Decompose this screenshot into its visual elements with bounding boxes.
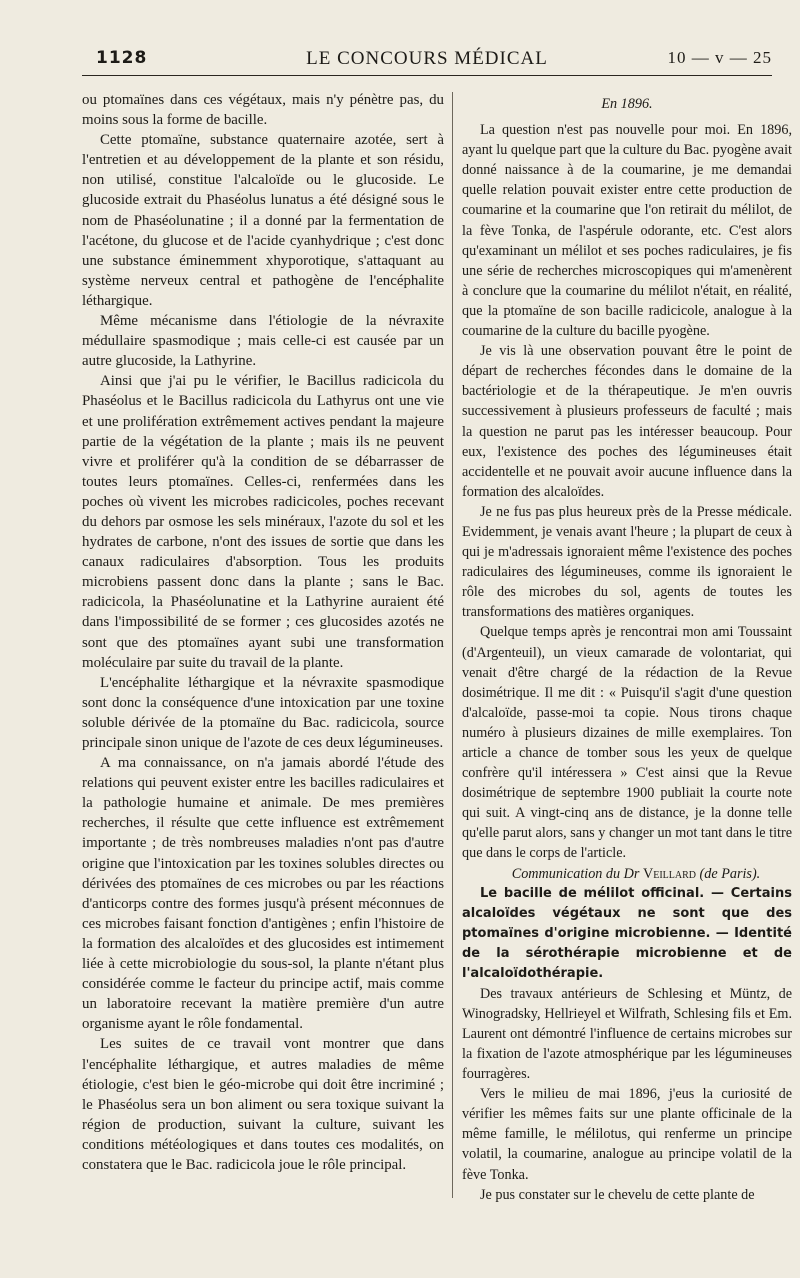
section-heading: En 1896. bbox=[601, 96, 653, 112]
communication-location: (de Paris). bbox=[696, 865, 761, 882]
paragraph: Cette ptomaïne, substance quaternaire azotée, sert à l'entretien et au développement de la plante et son résidu, non utilisé, constitue l'alcaloïde ou le glucoside. Le glucoside extrait du Phaséolus lunatus a été désigné sous le nom de Phaséolunatine ; il a donné par la fermentation de l'acétone, du glucose et de l'acide cyanhydrique ; c'est donc une substance éminemment xhyporotique, s'attaquant au système nerveux central et pathogène de l'encéphalite léthargique. bbox=[82, 132, 444, 309]
paragraph: Des travaux antérieurs de Schlesing et Müntz, de Winogradsky, Hellrieyel et Wilfrath, Schlesing fils et Em. Laurent ont démontré l'influence de certains microbes sur la fixation de l'azote atmosphérique par les légumineuses fourragères. bbox=[462, 985, 792, 1083]
right-column bbox=[462, 90, 792, 1268]
paragraph: Je ne fus pas plus heureux près de la Presse médicale. Evidemment, je venais avant l'heure ; la plupart de ceux à qui je m'adressais ignoraient même l'existence des poches radiculaires des légumineuses, comme ils ignoraient le rôle des microbes du sol, agents de toutes les transformations des matières organiques. bbox=[462, 503, 792, 621]
header-rule bbox=[82, 75, 772, 76]
journal-title: LE CONCOURS MÉDICAL bbox=[306, 48, 548, 69]
paragraph: A ma connaissance, on n'a jamais abordé l'étude des relations qui peuvent exister entre les bacilles radiculaires et la pathologie humaine et animale. De mes premières recherches, il résulte que cette influence est extrêmement importante ; de très nombreuses maladies n'ont pas d'autre origine que l'intoxication par les toxines solubles directes ou dérivées des ptomaïnes de ces microbes ou par les réactions d'anticorps contre des formes jusqu'à présent méconnues de ces microbes faisant fonction d'antigènes ; enfin l'histoire de la formation des alcaloïdes et des glucosides est intimement liée à cette microbiologie du sous-sol, la plante n'étant plus considérée comme le facteur du principe actif, mais comme un laboratoire recevant la matière première d'un autre organisme ayant le rôle fondamental. bbox=[82, 755, 444, 1033]
column-divider bbox=[452, 92, 453, 1198]
issue-date: 10 — v — 25 bbox=[667, 48, 772, 67]
paragraph: La question n'est pas nouvelle pour moi. En 1896, ayant lu quelque part que la culture du Bac. pyogène avait donné naissance à de la coumarine, je me demandai quelle relation pouvait exister entre cette production de coumarine et la coumarine que l'on retirait du mélilot, de la fève Tonka, de l'aspérule odorante, etc. C'est alors qu'examinant un mélilot et ses poches radiculaires, je fis une série de recherches microscopiques qui m'amenèrent à conclure que la coumarine du mélilot n'était, en réalité, que la ptomaïne de son bacille radicicole, analogue à la coumarine de la culture du bacille pyogène. bbox=[462, 122, 792, 340]
article-title: Le bacille de mélilot officinal. — Certains alcaloïdes végétaux ne sont que des ptomaïnes d'origine microbienne. — Identité de la sérothérapie microbienne et de l'alcaloïdothérapie. bbox=[462, 885, 792, 981]
paragraph: Même mécanisme dans l'étiologie de la névraxite médullaire spasmodique ; mais celle-ci est causée par un autre glucoside, la Lathyrine. bbox=[82, 313, 444, 370]
paragraph: Je vis là une observation pouvant être le point de départ de recherches fécondes dans le domaine de la bactériologie et de la thérapeutique. Je m'en ouvris successivement à plusieurs professeurs de faculté ; mais la question ne parut pas les intéresser beaucoup. Pour eux, l'existence des poches des légumineuses était accidentelle et ne pouvait avoir aucune influence dans la formation des alcaloïdes. bbox=[462, 343, 792, 500]
communication-author: Veillard bbox=[642, 865, 696, 882]
page-header bbox=[82, 46, 772, 74]
left-column bbox=[82, 90, 444, 1268]
paragraph: Vers le milieu de mai 1896, j'eus la curiosité de vérifier les mêmes faits sur une plante officinale de la même famille, le mélilotus, qui renferme un principe volatil, la coumarine, analogue au principe volatil de la fève Tonka. bbox=[462, 1086, 792, 1183]
paragraph: Quelque temps après je rencontrai mon ami Toussaint (d'Argenteuil), un vieux camarade de volontariat, qui venait d'être chargé de la rédaction de la Revue dosimétrique. Il me dit : « Puisqu'il s'agit d'une question d'alcaloïde, passe-moi ta copie. Nous tirons chaque numéro à plusieurs dizaines de mille exemplaires. Ton article a chance de tomber sous les yeux de quelque confrère qu'il intéressera » C'est ainsi que la Revue dosimétrique de septembre 1900 publiait la courte note qui suit. A vingt-cinq ans de distance, je la donne telle qu'elle parut alors, sans y changer un mot tant dans le titre que dans le corps de l'article. bbox=[462, 624, 792, 862]
paragraph: L'encéphalite léthargique et la névraxite spasmodique sont donc la conséquence d'une intoxication par une toxine soluble dérivée de la ptomaïne du Bac. radicicola, source principale sinon unique de l'azote de ces deux légumineuses. bbox=[82, 674, 444, 751]
communication-line bbox=[462, 864, 792, 884]
paragraph: ou ptomaïnes dans ces végétaux, mais n'y pénètre pas, du moins sous la forme de bacille. bbox=[82, 92, 444, 129]
paragraph: Les suites de ce travail vont montrer que dans l'encéphalite léthargique, et autres maladies de même étiologie, c'est bien le géo-microbe qui doit être incriminé ; le Phaséolus sera un bon aliment ou sera toxique suivant la région de production, suivant la culture, suivant les conditions météologiques et dans toutes ces modalités, on constatera que le Bac. radicicola joue le rôle principal. bbox=[82, 1036, 444, 1173]
communication-prefix: Communication du Dr bbox=[511, 865, 643, 882]
paragraph: Je pus constater sur le chevelu de cette plante de bbox=[480, 1186, 755, 1203]
page-number: 1128 bbox=[96, 48, 148, 68]
paragraph: Ainsi que j'ai pu le vérifier, le Bacillus radicicola du Phaséolus et le Bacillus radicicola du Lathyrus ont une vie et une prolifération extrêmement actives pendant la majeure partie de la végétation de la plante ; mais ils ne peuvent vivre et proliférer qu'à la condition de se débarrasser de toutes leurs ptomaïnes. Celles-ci, renfermées dans les poches où vivent les microbes radicicoles, poches recevant du dehors par osmose les sels minéraux, l'azote du sol et les hydrates de carbone, n'ont des issues de sortie que dans les canaux radiculaires d'absorption. Tous les produits microbiens passent donc dans la plante ; sans le Bac. radicicola, la Phaséolunatine et la Lathyrine auraient été dans l'impossibilité de se former ; ces glucosides azotés ne sont que des ptomaïnes ayant subi une transformation moléculaire par suite du travail de la plante. bbox=[82, 373, 444, 671]
